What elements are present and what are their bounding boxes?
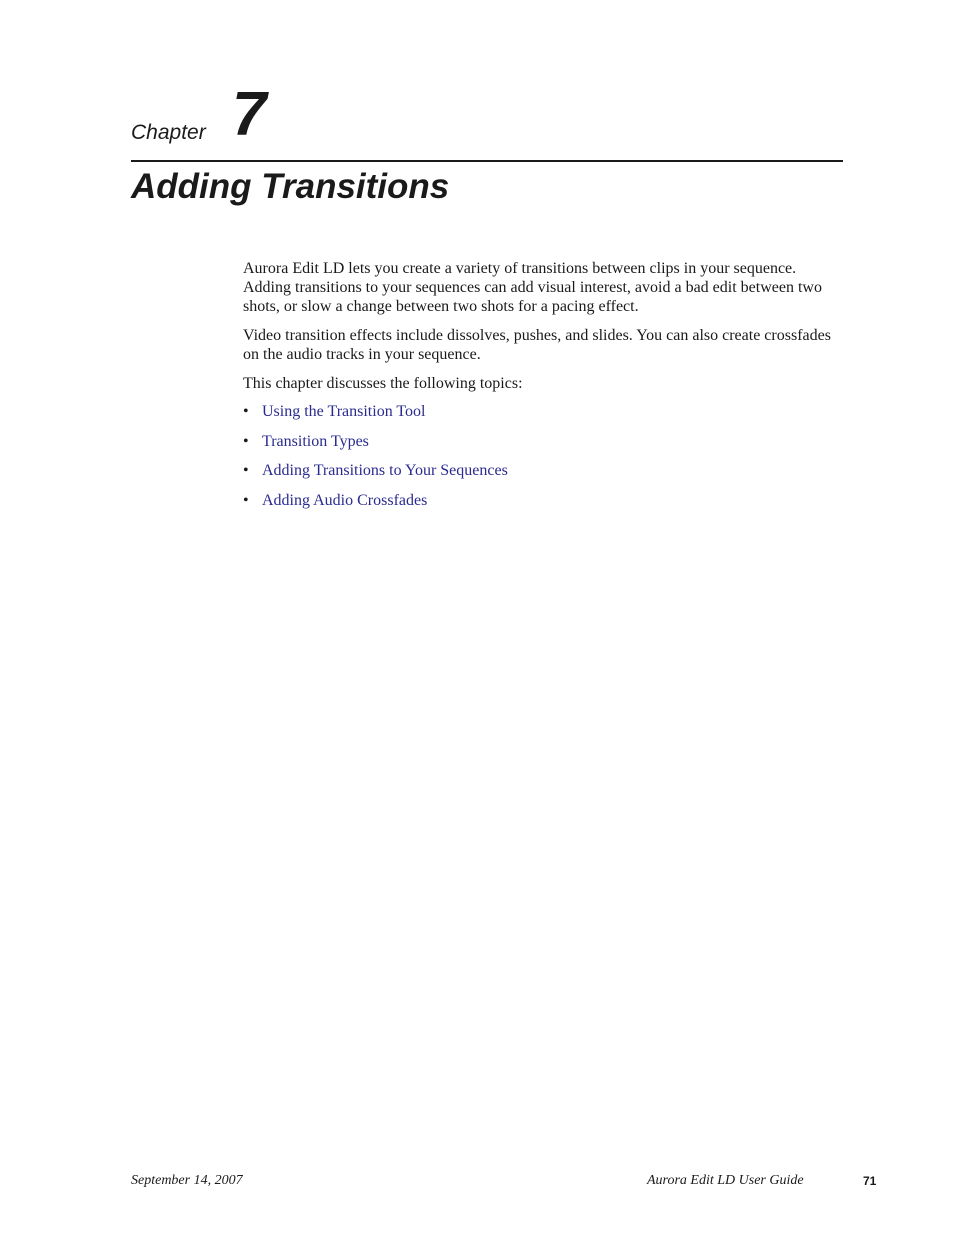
bullet: • — [243, 403, 249, 420]
bullet: • — [243, 492, 249, 510]
topic-list — [243, 403, 508, 522]
bullet: • — [243, 462, 249, 480]
page-number: 71 — [863, 1174, 877, 1188]
title-rule — [131, 160, 843, 162]
intro-paragraph: Aurora Edit LD lets you create a variety of transitions between clips in your sequence. Adding transitions to your sequences can add visual interest, avoid a bad edit between two shots, or slow a change between two shots for a pacing effect. — [243, 260, 822, 315]
list-item — [243, 433, 508, 463]
topic-link-adding-transitions[interactable]: Adding Transitions to Your Sequences — [262, 462, 508, 480]
effects-paragraph: Video transition effects include dissolves, pushes, and slides. You can also create crossfades on the audio tracks in your sequence. — [243, 327, 831, 363]
footer-guide-title: Aurora Edit LD User Guide — [647, 1173, 804, 1188]
topic-link-audio-crossfades[interactable]: Adding Audio Crossfades — [262, 492, 428, 510]
topic-link-transition-tool[interactable]: Using the Transition Tool — [262, 403, 426, 420]
chapter-title: Adding Transitions — [131, 167, 450, 206]
footer-date: September 14, 2007 — [131, 1173, 243, 1188]
chapter-label: Chapter — [131, 121, 206, 144]
list-item — [243, 492, 508, 522]
list-item — [243, 403, 508, 433]
topic-link-transition-types[interactable]: Transition Types — [262, 432, 369, 450]
topics-intro-paragraph: This chapter discusses the following topics: — [243, 375, 523, 392]
chapter-number: 7 — [232, 80, 267, 149]
bullet: • — [243, 432, 249, 450]
list-item — [243, 462, 508, 492]
